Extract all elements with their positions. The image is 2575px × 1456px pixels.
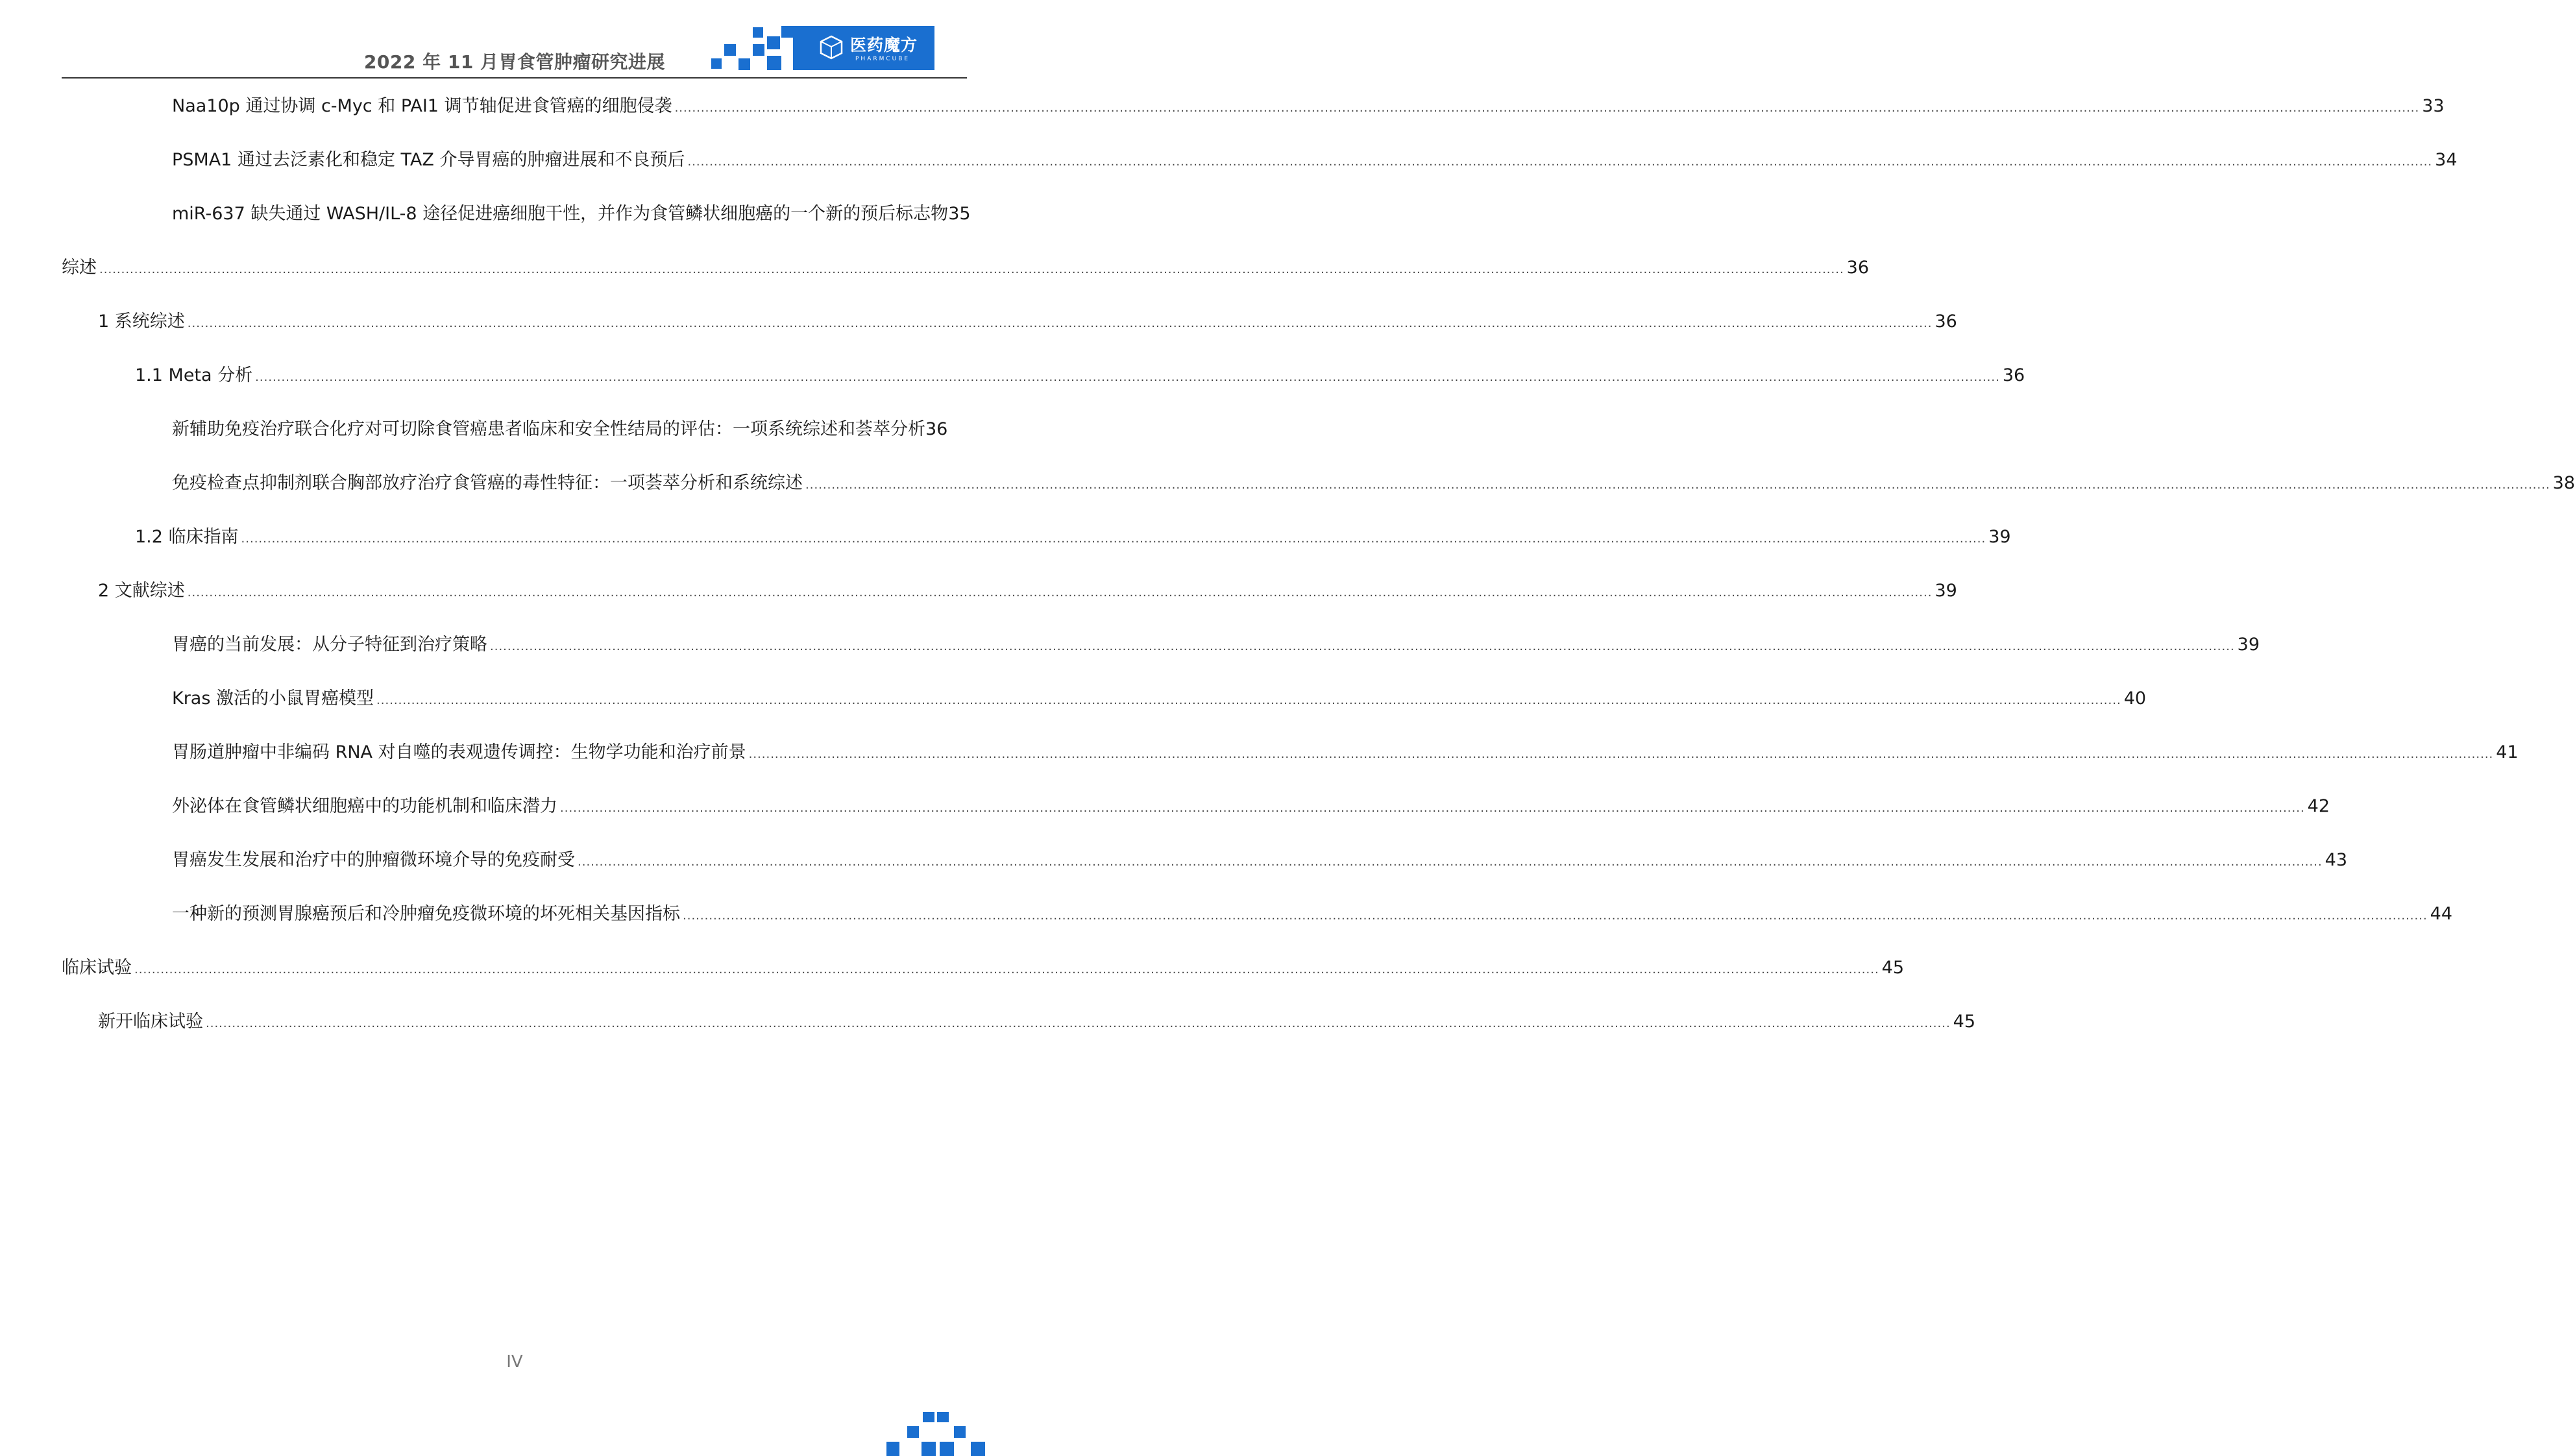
page-number: IV (506, 1352, 523, 1372)
toc-entry-page: 39 (2237, 635, 2260, 655)
toc-entry-page: 36 (1846, 258, 1870, 278)
toc-leader-dots: ................................................................................................................................................................................................................................................................................................................................................................................................................ (805, 478, 2550, 492)
document-header-title: 2022 年 11 月胃食管肿瘤研究进展 (363, 51, 666, 73)
toc-entry-page: 42 (2307, 796, 2330, 816)
toc-entry-page: 41 (2496, 742, 2519, 762)
toc-leader-dots: ................................................................................................................................................................................................................................................................................................................................................................................................................ (748, 747, 2494, 761)
toc-leader-dots: ................................................................................................................................................................................................................................................................................................................................................................................................................ (687, 155, 2433, 169)
toc-entry[interactable] (172, 687, 2147, 710)
toc-entry-page: 36 (925, 419, 948, 439)
toc-entry-page: 39 (1934, 581, 1957, 601)
toc-entry[interactable] (172, 472, 2575, 495)
toc-entry-title: 胃癌发生发展和治疗中的肿瘤微环境介导的免疫耐受 (172, 850, 575, 870)
toc-entry-title: 1 系统综述 (98, 311, 185, 332)
logo-decoration-squares (711, 26, 802, 78)
toc-entry[interactable] (98, 579, 1957, 603)
toc-entry-page: 43 (2325, 850, 2348, 870)
toc-entry-title: 新辅助免疫治疗联合化疗对可切除食管癌患者临床和安全性结局的评估：一项系统综述和荟萃分析 (172, 419, 925, 439)
toc-entry-title: 胃癌的当前发展：从分子特征到治疗策略 (172, 635, 487, 655)
logo-subtitle: PHARMCUBE (855, 56, 910, 62)
toc-entry[interactable] (172, 149, 2458, 172)
toc-leader-dots: ................................................................................................................................................................................................................................................................................................................................................................................................................ (255, 370, 2000, 384)
toc-entry[interactable] (172, 202, 990, 226)
toc-entry-title: 胃肠道肿瘤中非编码 RNA 对自噬的表观遗传调控：生物学功能和治疗前景 (172, 742, 746, 762)
toc-entry-page: 35 (948, 204, 971, 224)
toc-entry-title: PSMA1 通过去泛素化和稳定 TAZ 介导胃癌的肿瘤进展和不良预后 (172, 150, 685, 170)
toc-entry[interactable] (172, 95, 2445, 118)
toc-entry[interactable] (135, 364, 2025, 387)
toc-entry[interactable] (62, 256, 1870, 280)
toc-entry[interactable] (98, 1010, 1976, 1034)
toc-entry-title: Naa10p 通过协调 c-Myc 和 PAI1 调节轴促进食管癌的细胞侵袭 (172, 96, 672, 116)
toc-entry[interactable] (172, 633, 2260, 657)
toc-leader-dots: ................................................................................................................................................................................................................................................................................................................................................................................................................ (241, 532, 1986, 546)
toc-leader-dots: ................................................................................................................................................................................................................................................................................................................................................................................................................ (376, 694, 2121, 707)
toc-entry[interactable] (98, 310, 1957, 334)
toc-leader-dots: ................................................................................................................................................................................................................................................................................................................................................................................................................ (683, 909, 2428, 923)
logo-text: 医药魔方 (850, 36, 918, 55)
toc-entry-title: 免疫检查点抑制剂联合胸部放疗治疗食管癌的毒性特征：一项荟萃分析和系统综述 (172, 473, 803, 493)
toc-entry-page: 40 (2123, 688, 2147, 709)
cube-logo-icon (819, 35, 844, 60)
toc-entry[interactable] (172, 849, 2348, 872)
toc-entry-title: Kras 激活的小鼠胃癌模型 (172, 688, 374, 709)
toc-leader-dots: ................................................................................................................................................................................................................................................................................................................................................................................................................ (206, 1017, 1951, 1030)
toc-entry-title: 1.2 临床指南 (135, 527, 239, 547)
toc-entry-title: 新开临床试验 (98, 1012, 203, 1032)
toc-entry-title: 临床试验 (62, 958, 132, 978)
toc-entry-page: 33 (2422, 96, 2445, 116)
toc-entry-title: 1.1 Meta 分析 (135, 365, 253, 385)
toc-entry-title: 一种新的预测胃腺癌预后和冷肿瘤免疫微环境的坏死相关基因指标 (172, 904, 680, 924)
toc-entry[interactable] (62, 956, 1905, 980)
footer-decoration-squares (883, 1408, 999, 1456)
toc-entry[interactable] (172, 741, 2519, 764)
toc-entry-title: 2 文献综述 (98, 581, 185, 601)
toc-leader-dots: ................................................................................................................................................................................................................................................................................................................................................................................................................ (134, 963, 1879, 977)
toc-entry-page: 36 (1934, 311, 1957, 332)
toc-leader-dots: ................................................................................................................................................................................................................................................................................................................................................................................................................ (99, 263, 1844, 276)
toc-entry-page: 34 (2435, 150, 2458, 170)
toc-leader-dots: ................................................................................................................................................................................................................................................................................................................................................................................................................ (187, 586, 1933, 600)
toc-entry-title: miR-637 缺失通过 WASH/IL-8 途径促进癌细胞干性，并作为食管鳞状细胞癌的一个新的预后标志物 (172, 204, 949, 224)
toc-entry-page: 45 (1953, 1012, 1976, 1032)
toc-entry-title: 综述 (62, 258, 97, 278)
toc-entry-page: 39 (1988, 527, 2011, 547)
toc-entry-page: 36 (2002, 365, 2025, 385)
toc-leader-dots: ................................................................................................................................................................................................................................................................................................................................................................................................................ (560, 801, 2305, 815)
toc-entry[interactable] (172, 903, 2453, 926)
toc-entry[interactable] (172, 418, 977, 441)
header-divider (62, 77, 967, 79)
toc-leader-dots: ................................................................................................................................................................................................................................................................................................................................................................................................................ (578, 855, 2323, 869)
toc-leader-dots: ................................................................................................................................................................................................................................................................................................................................................................................................................ (490, 640, 2235, 653)
toc-leader-dots: ................................................................................................................................................................................................................................................................................................................................................................................................................ (674, 101, 2420, 115)
toc-entry[interactable] (172, 795, 2330, 818)
toc-entry-page: 45 (1881, 958, 1905, 978)
toc-entry-title: 外泌体在食管鳞状细胞癌中的功能机制和临床潜力 (172, 796, 557, 816)
toc-entry-page: 44 (2430, 904, 2453, 924)
toc-entry[interactable] (135, 526, 2011, 549)
toc-entry-page: 38 (2552, 473, 2575, 493)
pharmcube-logo (793, 26, 934, 70)
toc-leader-dots: ................................................................................................................................................................................................................................................................................................................................................................................................................ (187, 317, 1933, 330)
